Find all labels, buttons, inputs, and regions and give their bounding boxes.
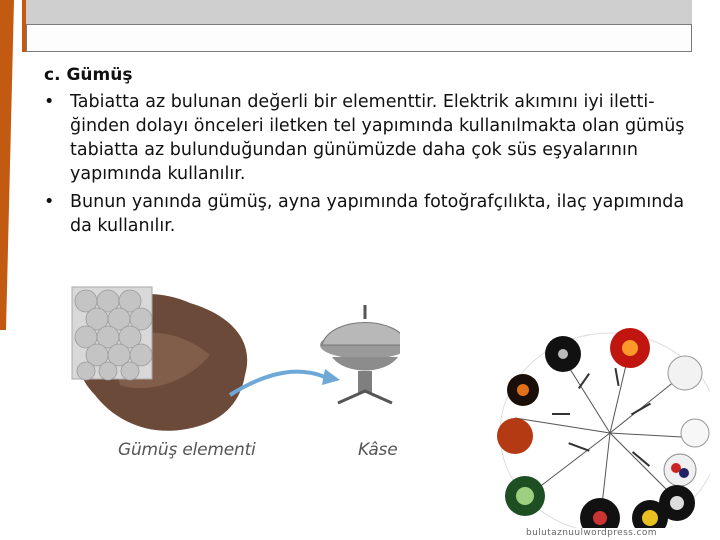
bullet-marker: • [44,192,55,212]
bullet-item [40,90,690,186]
header-box [22,0,692,52]
section-heading: c. Gümüş [44,65,133,85]
element-caption: Gümüş elementi [118,440,256,460]
bullet-text: Bunun yanında gümüş, ayna yapımında fotoğrafçılıkta, ilaç yapımında da kullanılır. [70,192,685,236]
bullet-marker: • [44,92,55,112]
silver-bowl [320,305,400,403]
image-credit: bulutaznuulwordpress.com [526,528,657,538]
cosmic-timeline-wheel [480,318,710,532]
silver-figure [70,285,400,475]
bullet-item [40,190,690,238]
slide-content [40,62,690,242]
silver-illustration [70,285,400,435]
header-bar [26,24,692,52]
left-accent-band [0,0,18,330]
accent-stripe [0,0,18,330]
crystal-lattice [72,287,152,380]
bowl-caption: Kâse [358,440,398,460]
cosmos-illustration [480,318,710,528]
bullet-text: Tabiatta az bulunan değerli bir elementtir. Elektrik akımını iyi ilettiğinden dolayı önceleri iletken tel yapımında kullanılmakta olan gümüş tabiatta az bulunduğundan günümüzde daha çok süs eşyalarının yapımında kullanılır. [70,92,685,184]
